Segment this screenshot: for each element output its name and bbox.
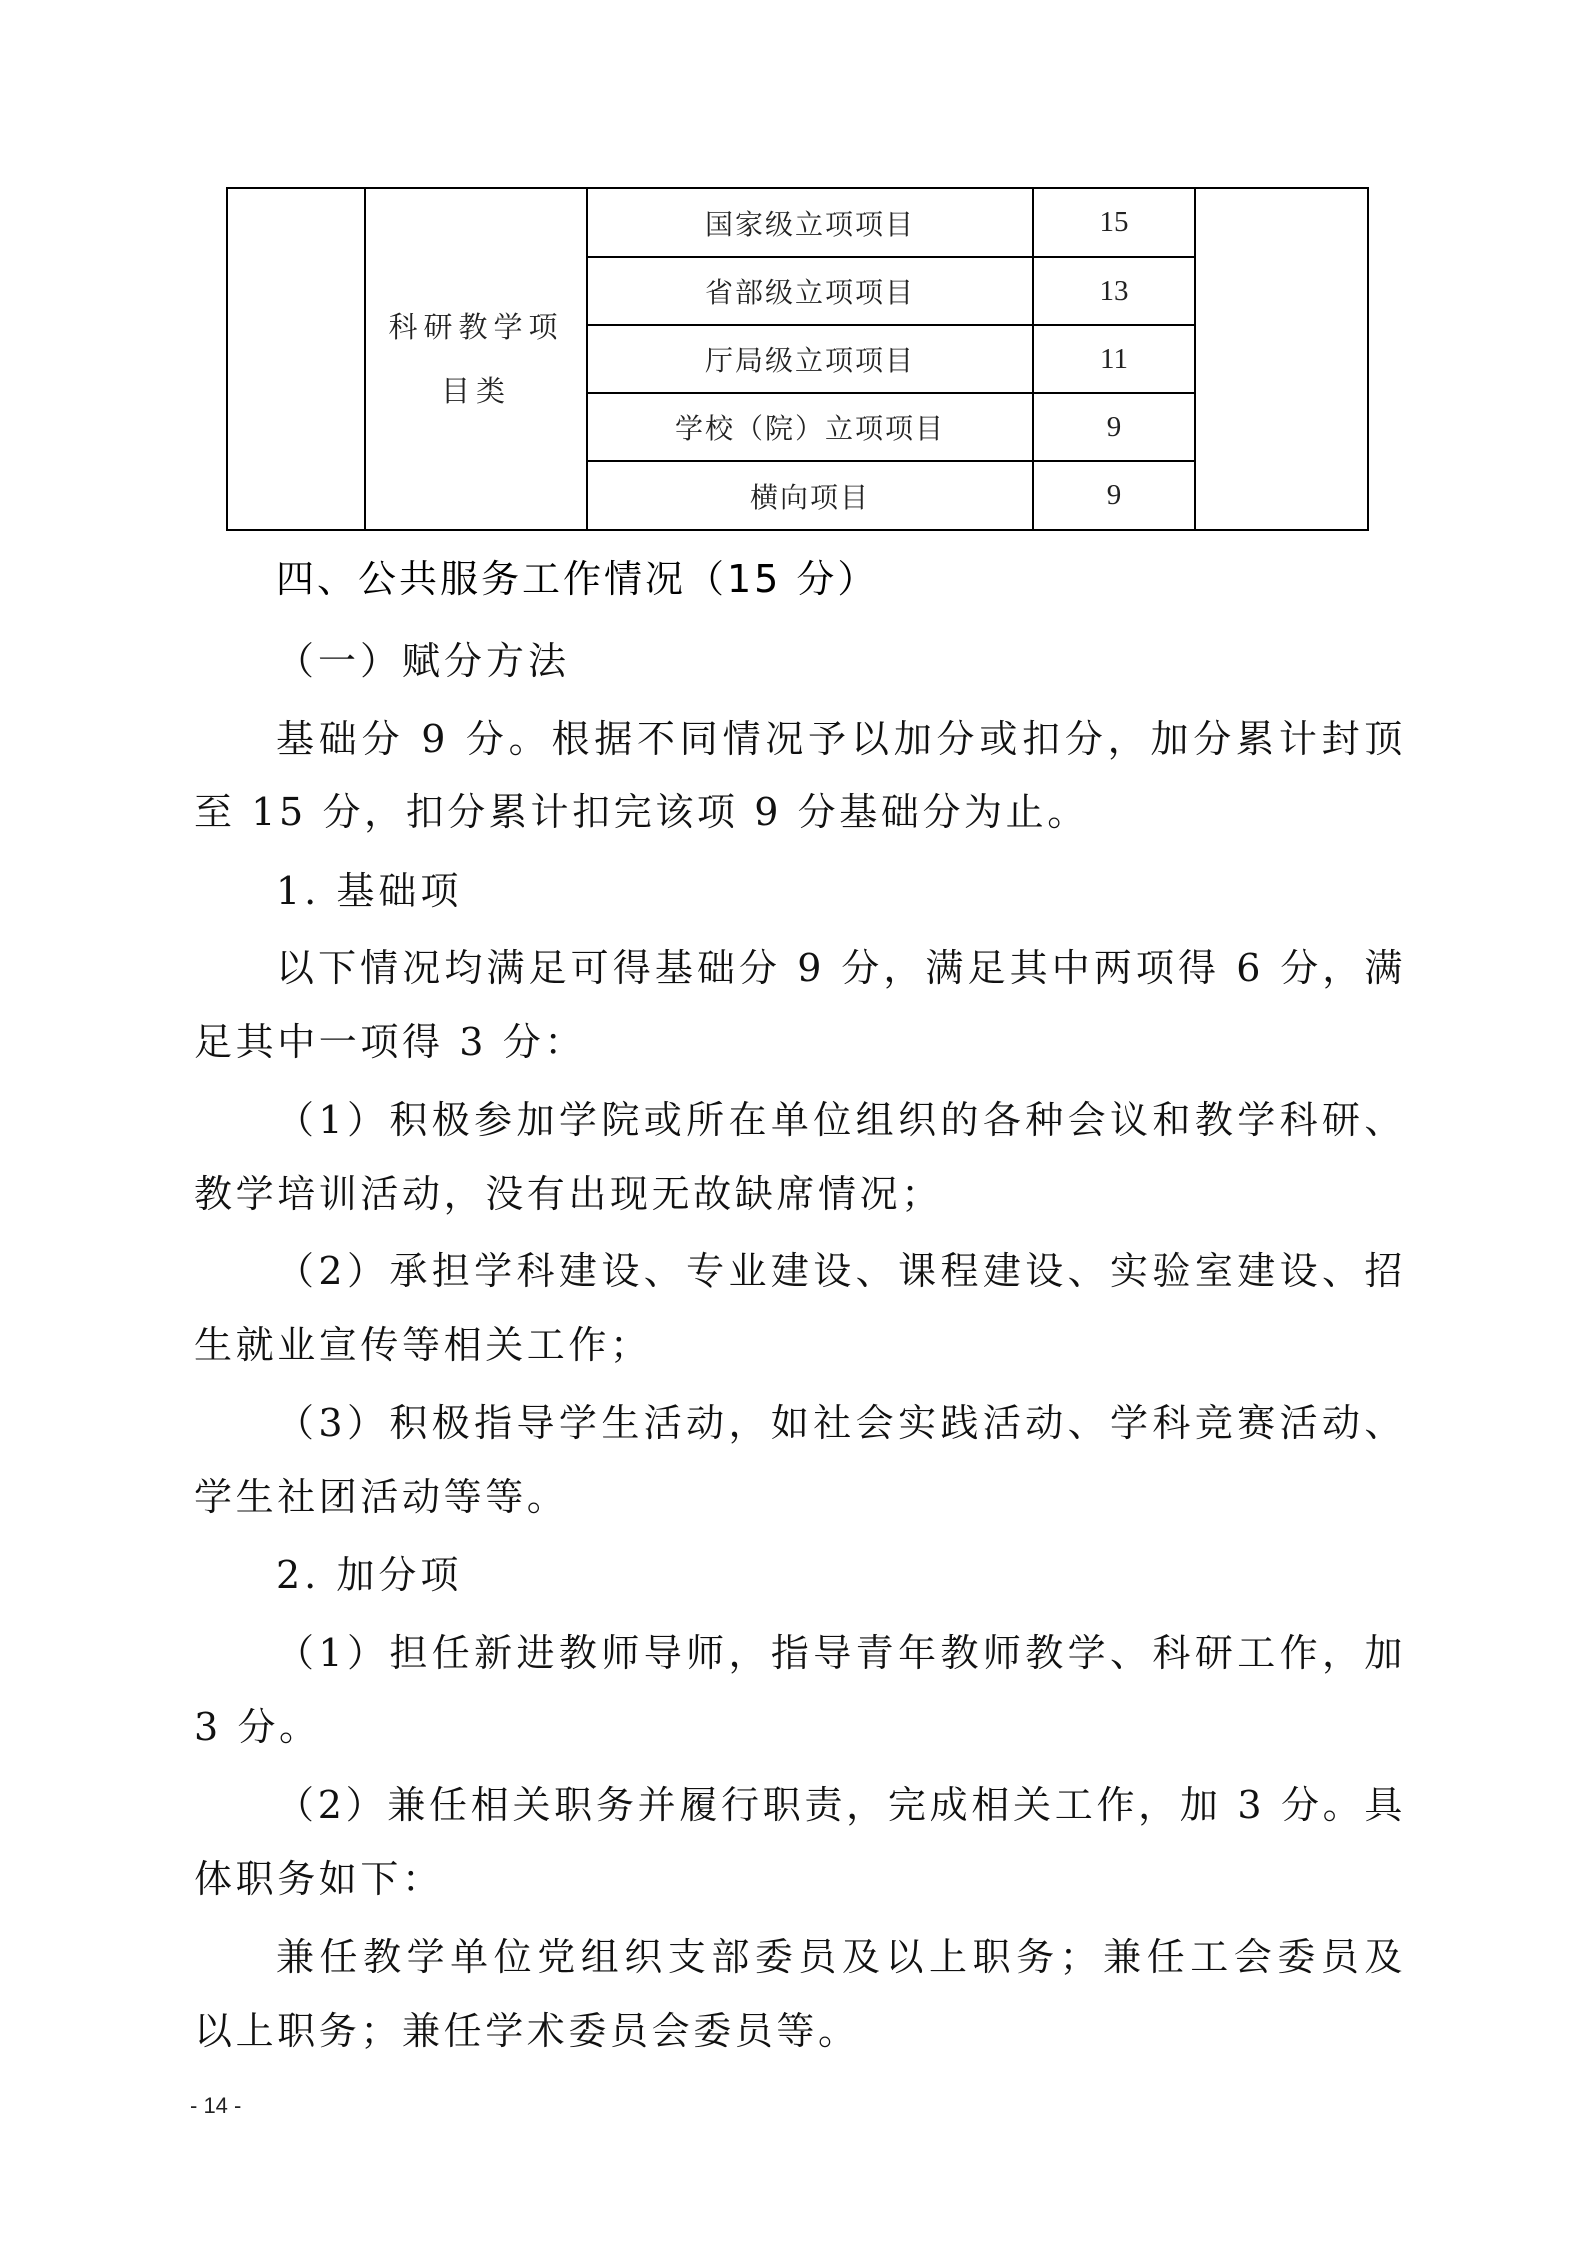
score-table: [226, 187, 1369, 531]
section-title: 四、公共服务工作情况（15 分）: [276, 557, 879, 601]
list-item-continued: 生就业宣传等相关工作；: [194, 1323, 652, 1367]
paragraph-line: 兼任教学单位党组织支部委员及以上职务；兼任工会委员及: [276, 1935, 1406, 1979]
list-item-continued: 教学培训活动，没有出现无故缺席情况；: [194, 1172, 943, 1216]
empty-cell-right: [1195, 188, 1368, 530]
empty-cell-left: [227, 188, 365, 530]
list-item: （1）担任新进教师导师，指导青年教师教学、科研工作，加: [276, 1631, 1406, 1675]
score-cell: 11: [1033, 325, 1195, 393]
table-row: [227, 188, 1368, 257]
item-cell: 省部级立项项目: [587, 257, 1033, 325]
list-item-continued: 3 分。: [194, 1705, 321, 1749]
paragraph-line: 基础分 9 分。根据不同情况予以加分或扣分，加分累计封顶: [276, 717, 1406, 761]
list-item: （3）积极指导学生活动，如社会实践活动、学科竞赛活动、: [276, 1401, 1406, 1445]
score-cell: 15: [1033, 188, 1195, 257]
item-cell: 国家级立项项目: [587, 188, 1033, 257]
category-line2: 目类: [440, 374, 511, 408]
score-cell: 13: [1033, 257, 1195, 325]
list-item: （2）承担学科建设、专业建设、课程建设、实验室建设、招: [276, 1249, 1406, 1293]
paragraph-line: 足其中一项得 3 分：: [194, 1020, 586, 1064]
list-item-continued: 体职务如下：: [194, 1857, 444, 1901]
category-line1: 科研教学项: [388, 310, 564, 344]
bonus-heading: 2. 加分项: [276, 1553, 463, 1597]
item-cell: 厅局级立项项目: [587, 325, 1033, 393]
list-item: （2）兼任相关职务并履行职责，完成相关工作，加 3 分。具: [276, 1783, 1406, 1827]
paragraph-line: 至 15 分，扣分累计扣完该项 9 分基础分为止。: [194, 790, 1089, 834]
basic-heading: 1. 基础项: [276, 869, 463, 913]
category-cell: [365, 188, 587, 530]
item-cell: 横向项目: [587, 461, 1033, 530]
score-cell: 9: [1033, 461, 1195, 530]
item-cell: 学校（院）立项项目: [587, 393, 1033, 461]
list-item-continued: 学生社团活动等等。: [194, 1475, 569, 1519]
paragraph-line: 以下情况均满足可得基础分 9 分，满足其中两项得 6 分，满: [276, 946, 1406, 990]
page-number: - 14 -: [190, 2093, 242, 2118]
method-heading: （一）赋分方法: [276, 639, 571, 683]
paragraph-line: 以上职务；兼任学术委员会委员等。: [194, 2009, 860, 2053]
list-item: （1）积极参加学院或所在单位组织的各种会议和教学科研、: [276, 1098, 1406, 1142]
score-cell: 9: [1033, 393, 1195, 461]
